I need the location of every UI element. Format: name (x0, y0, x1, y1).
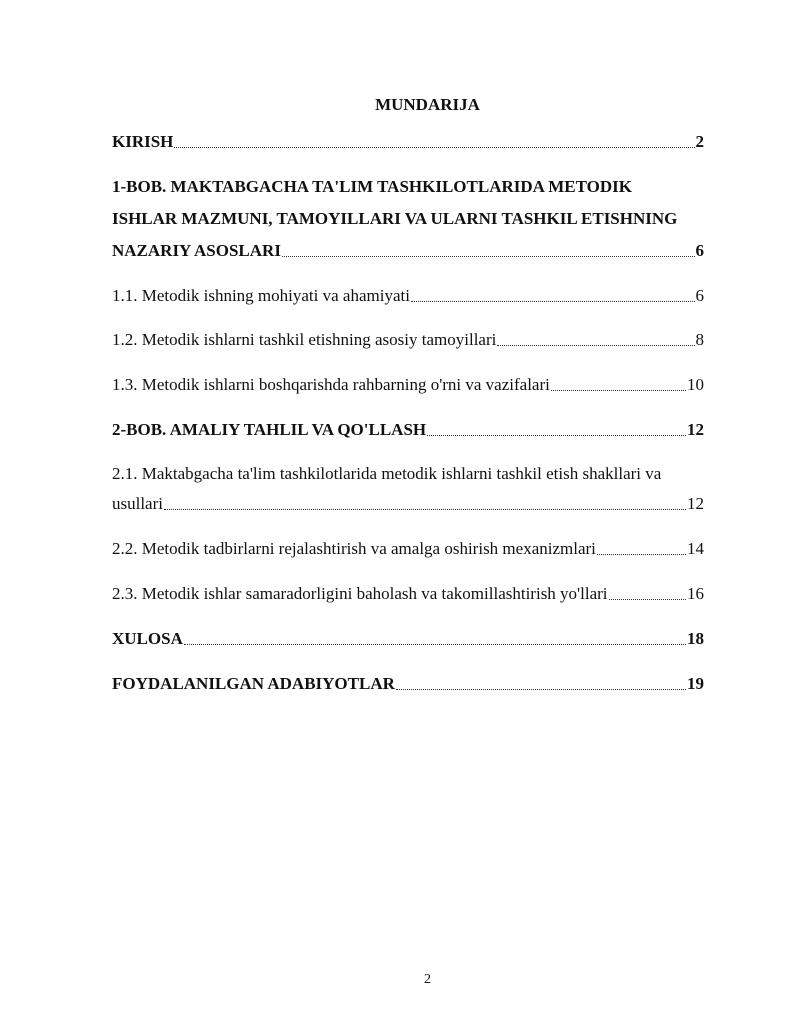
dot-leader (184, 643, 686, 645)
toc-entry-2-1-line-2 (112, 494, 704, 514)
toc-page-number: 19 (687, 674, 704, 693)
dot-leader (174, 146, 694, 148)
toc-entry-title: 1.1. Metodik ishning mohiyati va ahamiyati (112, 286, 410, 305)
toc-entry-title: XULOSA (112, 629, 183, 648)
toc-entry-2-1 (112, 464, 704, 484)
toc-entry-title: 1.2. Metodik ishlarni tashkil etishning asosiy tamoyillari (112, 330, 497, 349)
dot-leader (427, 434, 686, 436)
toc-page-number: 12 (687, 494, 704, 513)
toc-page-number: 14 (687, 539, 704, 558)
toc-entry-adabiyotlar (112, 674, 704, 694)
toc-entry-title: FOYDALANILGAN ADABIYOTLAR (112, 674, 395, 693)
toc-entry-1-1 (112, 286, 704, 306)
dot-leader (609, 598, 687, 600)
dot-leader (282, 255, 695, 257)
dot-leader (164, 508, 686, 510)
toc-entry-title: KIRISH (112, 132, 174, 151)
dot-leader (597, 553, 686, 555)
toc-entry-title: 2.3. Metodik ishlar samaradorligini baholash va takomillashtirish yo'llari (112, 584, 608, 603)
toc-entry-title-line: ISHLAR MAZMUNI, TAMOYILLARI VA ULARNI TASHKIL ETISHNING (112, 209, 678, 228)
dot-leader (411, 300, 695, 302)
toc-entry-chapter-1 (112, 177, 704, 197)
toc-entry-xulosa (112, 629, 704, 649)
toc-page-number: 8 (695, 330, 704, 349)
dot-leader (396, 688, 686, 690)
page-footer-number: 2 (424, 972, 431, 987)
toc-entry-title-line: usullari (112, 494, 163, 513)
toc-entry-title-line: 2.1. Maktabgacha ta'lim tashkilotlarida metodik ishlarni tashkil etish shakllari va (112, 464, 662, 483)
toc-entry-kirish (112, 132, 704, 152)
toc-entry-title-line: 1-BOB. MAKTABGACHA TA'LIM TASHKILOTLARIDA METODIK (112, 177, 633, 196)
toc-page-number: 12 (687, 420, 704, 439)
dot-leader (497, 344, 694, 346)
toc-entry-1-2 (112, 330, 704, 350)
toc-page-number: 16 (687, 584, 704, 603)
dot-leader (551, 389, 686, 391)
toc-entry-2-2 (112, 539, 704, 559)
toc-entry-1-3 (112, 375, 704, 395)
toc-entry-2-3 (112, 584, 704, 604)
page-title: MUNDARIJA (375, 95, 480, 114)
toc-page-number: 6 (695, 241, 704, 260)
toc-entry-chapter-1-line-3 (112, 241, 704, 261)
toc-entry-title: 2.2. Metodik tadbirlarni rejalashtirish va amalga oshirish mexanizmlari (112, 539, 596, 558)
toc-entry-title: 2-BOB. AMALIY TAHLIL VA QO'LLASH (112, 420, 427, 439)
toc-page-number: 2 (695, 132, 704, 151)
toc-entry-title-line: NAZARIY ASOSLARI (112, 241, 281, 260)
toc-entry-chapter-2 (112, 420, 704, 440)
toc-page-number: 18 (687, 629, 704, 648)
toc-page-number: 10 (687, 375, 704, 394)
toc-entry-chapter-1-line-2 (112, 209, 704, 229)
toc-entry-title: 1.3. Metodik ishlarni boshqarishda rahbarning o'rni va vazifalari (112, 375, 550, 394)
toc-page-number: 6 (695, 286, 704, 305)
